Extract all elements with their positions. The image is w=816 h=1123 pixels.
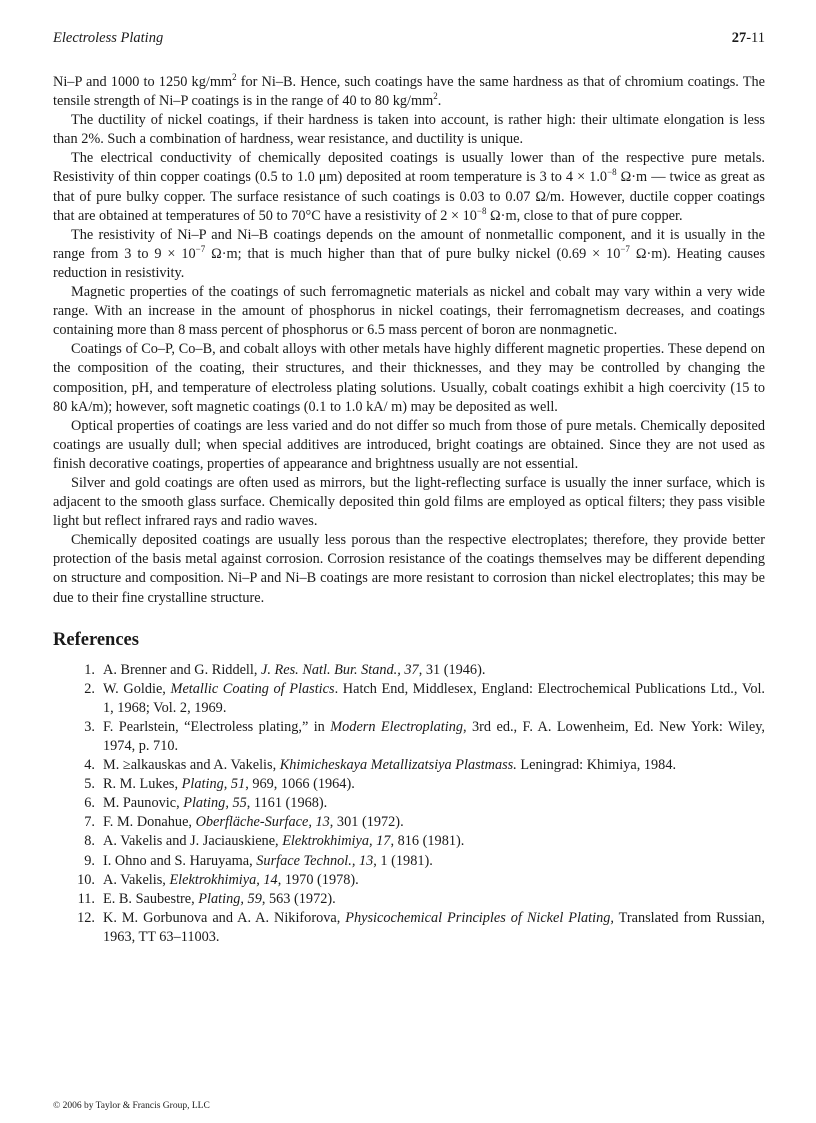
body-paragraph: Coatings of Co–P, Co–B, and cobalt alloys with other metals have highly different magnetic properties. These depend on the composition of the coating, their structures, and their thicknesses, and they may be controlled by changing the composition, pH, and temperature of electroless plating solutions. Usually, cobalt coatings exhibit a high coercivity (15 to 80 kA/m); however, soft magnetic coatings (0.1 to 1.0 kA/ m) may be deposited as well. [53,341,765,415]
running-header [53,30,765,47]
body-paragraph: The ductility of nickel coatings, if their hardness is taken into account, is rather high: their ultimate elongation is less than 2%. Such a combination of hardness, wear resistance, and ductility is unique. [53,112,765,148]
reference-number: 11. [77,890,95,907]
chapter-number: 27 [731,30,747,46]
reference-text: R. M. Lukes, Plating, 51, 969, 1066 (1964). [103,776,355,793]
body-paragraph: Optical properties of coatings are less varied and do not differ so much from those of pure metals. Chemically deposited coatings are usually dull; when special additives are introduced, bright coatings are obtained. Since they are not used as finish decorative coatings, properties of appearance and brightness usually are not essential. [53,417,765,472]
reference-number: 12. [77,909,95,926]
reference-item [53,794,765,813]
reference-text: F. Pearlstein, “Electroless plating,” in Modern Electroplating, 3rd ed., F. A. Lowenheim, Ed. New York: Wiley, 1974, p. 710. [103,718,765,754]
references-list [53,661,765,947]
reference-number: 10. [77,871,95,888]
running-title: Electroless Plating [53,30,164,46]
body-paragraph: Chemically deposited coatings are usually less porous than the respective electroplates; therefore, they provide better protection of the basis metal against corrosion. Corrosion resistance of the coatings themselves may be different depending on structure and composition. Ni–P and Ni–B coatings are more resistant to corrosion than nickel electroplates; this may be due to their fine crystalline structure. [53,532,765,606]
reference-text: A. Vakelis, Elektrokhimiya, 14, 1970 (1978). [103,871,359,888]
reference-text: E. B. Saubestre, Plating, 59, 563 (1972). [103,890,336,907]
body-text [53,73,765,608]
body-paragraph: The resistivity of Ni–P and Ni–B coatings depends on the amount of nonmetallic component, and it is usually in the range from 3 to $9 \times 10^{-7}$ Ω·m; that is much higher than that of pure bulky nickel ($0.69 \times 10^{-7}$ Ω·m). Heating causes reduction in resistivity. [53,226,766,281]
reference-number: 3. [84,718,95,735]
reference-item [53,852,765,871]
reference-item [53,909,765,947]
page-number [732,30,765,47]
reference-item [53,718,765,756]
reference-number: 7. [84,814,95,831]
copyright-footer: © 2006 by Taylor & Francis Group, LLC [53,1101,210,1111]
reference-text: F. M. Donahue, Oberfläche-Surface, 13, 301 (1972). [103,814,404,831]
reference-text: K. M. Gorbunova and A. A. Nikiforova, Physicochemical Principles of Nickel Plating, Translated from Russian, 1963, TT 63–11003. [103,909,765,945]
reference-text: A. Brenner and G. Riddell, J. Res. Natl. Bur. Stand., 37, 31 (1946). [103,661,486,678]
reference-number: 5. [84,776,95,793]
reference-item [53,661,765,680]
references-heading: References [53,629,139,650]
reference-number: 6. [84,795,95,812]
body-paragraph: Ni–P and 1000 to 1250 $kg/mm^2$ for Ni–B. Hence, such coatings have the same hardness as that of chromium coatings. The tensile strength of Ni–P coatings is in the range of 40 to 80 $kg/mm^2$. [53,72,765,110]
reference-text: A. Vakelis and J. Jaciauskiene, Elektrokhimiya, 17, 816 (1981). [103,833,465,850]
body-paragraph: The electrical conductivity of chemically deposited coatings is usually lower than of the respective pure metals. Resistivity of thin copper coatings (0.5 to 1.0 μm) deposited at room temperature is 3 to $4 \times 1.0^{-8}$ Ω·m — twice as great as that of pure bulky copper. The surface resistance of such coatings is 0.03 to 0.07 Ω/m. However, ductile copper coatings that are obtained at temperatures of 50 to 70°C have a resistivity of $2 \times 10^{-8}$ Ω·m, close to that of pure copper. [53,150,765,224]
reference-item [53,832,765,851]
reference-text: M. Paunovic, Plating, 55, 1161 (1968). [103,795,328,812]
reference-item [53,680,765,718]
reference-number: 1. [84,661,95,678]
reference-item [53,756,765,775]
body-paragraph: Silver and gold coatings are often used as mirrors, but the light-reflecting surface is usually the inner surface, which is adjacent to the smooth glass surface. Chemically deposited thin gold films are employed as optical filters; they pass visible light but reflect infrared rays and radio waves. [53,474,765,530]
reference-number: 9. [84,852,95,869]
reference-text: M. ≥alkauskas and A. Vakelis, Khimicheskaya Metallizatsiya Plastmass. Leningrad: Khimiya, 1984. [103,757,677,774]
page [53,30,765,947]
reference-item [53,871,765,890]
reference-text: I. Ohno and S. Haruyama, Surface Technol., 13, 1 (1981). [103,852,433,869]
reference-number: 4. [84,757,95,774]
body-paragraph: Magnetic properties of the coatings of such ferromagnetic materials as nickel and cobalt may vary within a very wide range. With an increase in the amount of phosphorus in nickel coatings, their ferromagnetism decreases, and coatings containing more than 8 mass percent of phosphorus or 6.5 mass percent of boron are nonmagnetic. [53,284,765,339]
reference-item [53,813,765,832]
reference-item [53,890,765,909]
reference-text: W. Goldie, Metallic Coating of Plastics. Hatch End, Middlesex, England: Electrochemical Publications Ltd., Vol. 1, 1968; Vol. 2, 1969. [103,680,766,716]
reference-item [53,775,765,794]
reference-number: 8. [84,833,95,850]
page-number-suffix: -11 [746,30,765,46]
reference-number: 2. [84,680,95,697]
